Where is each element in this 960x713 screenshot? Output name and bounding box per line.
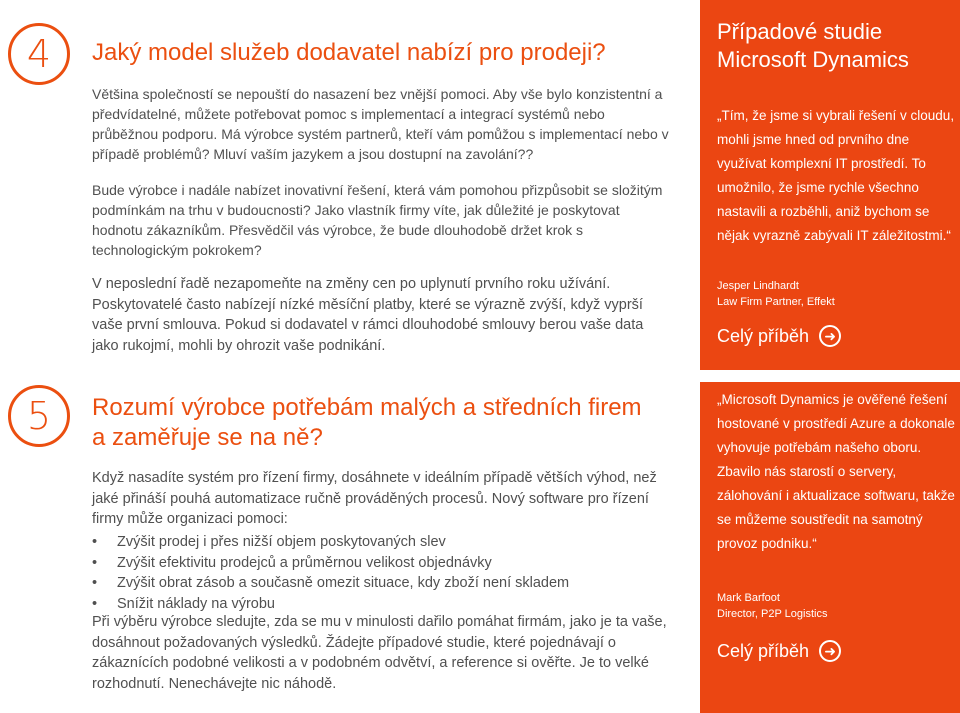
full-story-label: Celý příběh — [717, 325, 810, 346]
full-story-label: Celý příběh — [717, 640, 810, 661]
case-study-panel-top — [700, 0, 960, 370]
full-story-link[interactable] — [717, 640, 841, 662]
section-5-closing: Při výběru výrobce sledujte, zda se mu v minulosti dařilo pomáhat firmám, jako je ta vaše, dosáhnout požadovaných výsledků. Žádejte případové studie, které pojednávají o zákaznících podobné velikosti a v podobném odvětví, a reference si ověřte. Je to velké rozhodnutí. Nenechávejte nic náhodě. — [92, 614, 667, 692]
testimonial-author-name: Mark Barfoot — [717, 592, 780, 604]
testimonial-quote: „Tím, že jsme si vybrali řešení v cloudu, mohli jsme hned od prvního dne využívat komplexní IT prostředí. To umožnilo, že jsme rychle všechno nastavili a rozběhli, aniž bychom se nějak vyrazně zabývali IT záležitostmi.“ — [717, 108, 955, 243]
section-5-intro: Když nasadíte systém pro řízení firmy, dosáhnete v ideálním případě větších výhod, než jaké přináší pouhá automatizace ručně prováděných procesů. Nový software pro řízení firmy může organizaci pomoci: — [92, 470, 657, 527]
section-number-4 — [8, 23, 70, 85]
section-4-paragraph-1: Většina společností se nepouští do nasazení bez vnější pomoci. Aby vše bylo konzistentní a předvídatelné, můžete potřebovat pomoc s implementací a integrací systémů nebo průběžnou podporu. Má výrobce systém partnerů, kteří vám pomůžou s implementací nebo v případě problémů? Mluví vaším jazykem a jsou dostupní na zavolání?? — [92, 86, 669, 162]
list-item: • Zvýšit efektivitu prodejců a průměrnou velikost objednávky — [92, 553, 672, 574]
section-4-paragraph-3: V neposlední řadě nezapomeňte na změny cen po uplynutí prvního roku užívání. Poskytovatelé často nabízejí nízké měsíční platby, které se výrazně zvýší, když vyprší vaše první smlouva. Pokud si dodavatel v rámci dlouhodobé smlouvy berou vaše data jako rukojmí, mohli by ohrozit vaše podnikání. — [92, 276, 644, 354]
panel-title: Případové studie Microsoft Dynamics — [717, 19, 909, 72]
section-number-text: 4 — [26, 32, 52, 76]
testimonial-author-role: Director, P2P Logistics — [717, 608, 828, 620]
testimonial-author-role: Law Firm Partner, Effekt — [717, 296, 835, 308]
testimonial-quote: „Microsoft Dynamics je ověřené řešení hostované v prostředí Azure a dokonale vyhovuje potřebám našeho oboru. Zbavilo nás starostí o servery, zálohování i aktualizace softwaru, takže se můžeme soustředit na samotný provoz podniku.“ — [717, 392, 955, 551]
arrow-right-icon: ➜ — [819, 325, 841, 347]
arrow-right-icon: ➜ — [819, 640, 841, 662]
section-4-paragraph-2: Bude výrobce i nadále nabízet inovativní řešení, která vám pomohou přizpůsobit se složitým podmínkám na trhu v budoucnosti? Jako vlastník firmy víte, jak důležité je poskytovat hodnotu zákazníkům. Přesvědčil vás výrobce, že bude dlouhodobě držet krok s technologickým pokrokem? — [92, 182, 663, 258]
list-item: • Zvýšit prodej i přes nižší objem poskytovaných slev — [92, 532, 672, 553]
section-number-5 — [8, 385, 70, 447]
section-number-text: 5 — [26, 394, 52, 438]
list-item: • Snížit náklady na výrobu — [92, 594, 672, 615]
case-study-panel-bottom — [700, 382, 960, 713]
list-item: • Zvýšit obrat zásob a současně omezit situace, kdy zboží není skladem — [92, 573, 672, 594]
benefits-list — [92, 532, 672, 614]
testimonial-author-name: Jesper Lindhardt — [717, 280, 799, 292]
section-5-heading: Rozumí výrobce potřebám malých a středních firem a zaměřuje se na ně? — [92, 394, 642, 451]
section-4-heading: Jaký model služeb dodavatel nabízí pro prodeji? — [92, 39, 606, 66]
full-story-link[interactable] — [717, 325, 841, 347]
